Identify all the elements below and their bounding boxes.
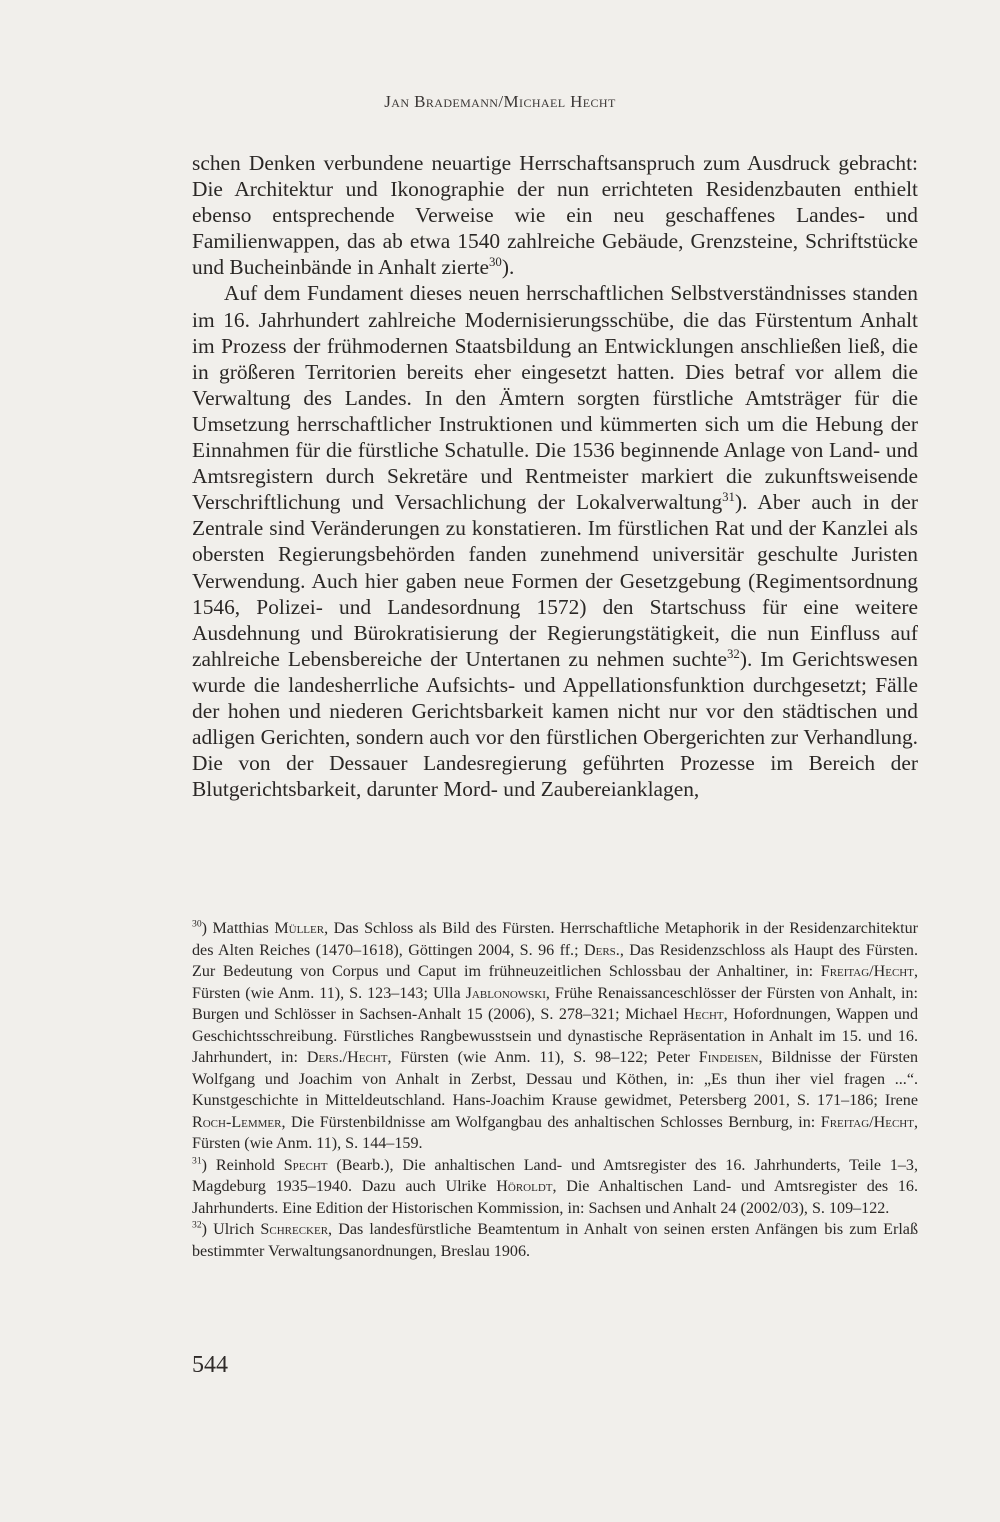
footnote-ref-30: 30 [489,255,502,270]
footnote-ref-32: 32 [727,646,740,661]
footnote-ref-31: 31 [722,490,735,505]
paragraph-1: schen Denken verbundene neuartige Herrschaftsanspruch zum Ausdruck gebracht: Die Architektur und Ikonographie der nun errichteten Residenzbauten enthielt ebenso entsprechende Verweise wie ein neu geschaffenes Landes- und Familienwappen, das ab etwa 1540 zahlreiche Gebäude, Grenzsteine, Schriftstücke und Bucheinbände in Anhalt zierte$^{30}$). [192,151,918,280]
footnotes [192,918,918,1262]
body-text [192,150,918,802]
running-head: Jan Brademann/Michael Hecht [384,92,616,111]
page-number: 544 [192,1352,228,1378]
footnote-31: $^{31}$) Reinhold Specht (Bearb.), Die anhaltischen Land- und Amtsregister des 16. Jahrhunderts, Teile 1–3, Magdeburg 1935–1940. Dazu auch Ulrike Höroldt, Die Anhaltischen Land- und Amtsregister des 16. Jahrhunderts. Eine Edition der Historischen Kommission, in: Sachsen und Anhalt 24 (2002/03), S. 109–122. [192,1155,919,1217]
paragraph-2: Auf dem Fundament dieses neuen herrschaftlichen Selbstverständnisses standen im 16. Jahrhundert zahlreiche Modernisierungsschübe, die das Fürstentum Anhalt im Prozess der frühmodernen Staatsbildung an Entwicklungen anschließen ließ, die in größeren Territorien bereits eher eingesetzt hatten. Dies betraf vor allem die Verwaltung des Landes. In den Ämtern sorgten fürstliche Amtsträger für die Umsetzung herrschaftlicher Instruktionen und kümmerten sich um die Hebung der Einnahmen für die fürstliche Schatulle. Die 1536 beginnende Anlage von Land- und Amtsregistern durch Sekretäre und Rentmeister markiert die zukunftsweisende Verschriftlichung und Versachlichung der Lokalverwaltung$^{31}$). Aber auch in der Zentrale sind Veränderungen zu konstatieren. Im fürstlichen Rat und der Kanzlei als obersten Regierungsbehörden fanden zunehmend universitär geschulte Juristen Verwendung. Auch hier gaben neue Formen der Gesetzgebung (Regimentsordnung 1546, Polizei- und Landesordnung 1572) den Startschuss für eine weitere Ausdehnung und Bürokratisierung der Regierungstätigkeit, die nun Einfluss auf zahlreiche Lebensbereiche der Untertanen zu nehmen suchte$^{32}$). Im Gerichtswesen wurde die landesherrliche Aufsichts- und Appellationsfunktion durchgesetzt; Fälle der hohen und niederen Gerichtsbarkeit kamen nicht nur vor den städtischen und adligen Gerichten, sondern auch vor den fürstlichen Obergerichten zur Verhandlung. Die von der Dessauer Landesregierung geführten Prozesse im Bereich der Blutgerichtsbarkeit, darunter Mord- und Zaubereianklagen, [192,281,918,802]
footnote-30: $^{30}$) Matthias Müller, Das Schloss als Bild des Fürsten. Herrschaftliche Metaphorik in der Residenzarchitektur des Alten Reiches (1470–1618), Göttingen 2004, S. 96 ff.; Ders., Das Residenzschloss als Haupt des Fürsten. Zur Bedeutung von Corpus und Caput im frühneuzeitlichen Schlossbau der Anhaltiner, in: Freitag/Hecht, Fürsten (wie Anm. 11), S. 123–143; Ulla Jablonowski, Frühe Renaissanceschlösser der Fürsten von Anhalt, in: Burgen und Schlösser in Sachsen-Anhalt 15 (2006), S. 278–321; Michael Hecht, Hofordnungen, Wappen und Geschichtsschreibung. Fürstliches Rangbewusstsein und dynastische Repräsentation in Anhalt im 15. und 16. Jahrhundert, in: Ders./Hecht, Fürsten (wie Anm. 11), S. 98–122; Peter Findeisen, Bildnisse der Fürsten Wolfgang und Joachim von Anhalt in Zerbst, Dessau und Köthen, in: „Es thun iher viel fragen ...“. Kunstgeschichte in Mitteldeutschland. Hans-Joachim Krause gewidmet, Petersberg 2001, S. 171–186; Irene Roch-Lemmer, Die Fürstenbildnisse am Wolfgangbau des anhaltischen Schlosses Bernburg, in: Freitag/Hecht, Fürsten (wie Anm. 11), S. 144–159. [192,918,919,1152]
footnote-32: $^{32}$) Ulrich Schrecker, Das landesfürstliche Beamtentum in Anhalt von seinen ersten Anfängen bis zum Erlaß bestimmter Verwaltungsanordnungen, Breslau 1906. [192,1219,918,1260]
